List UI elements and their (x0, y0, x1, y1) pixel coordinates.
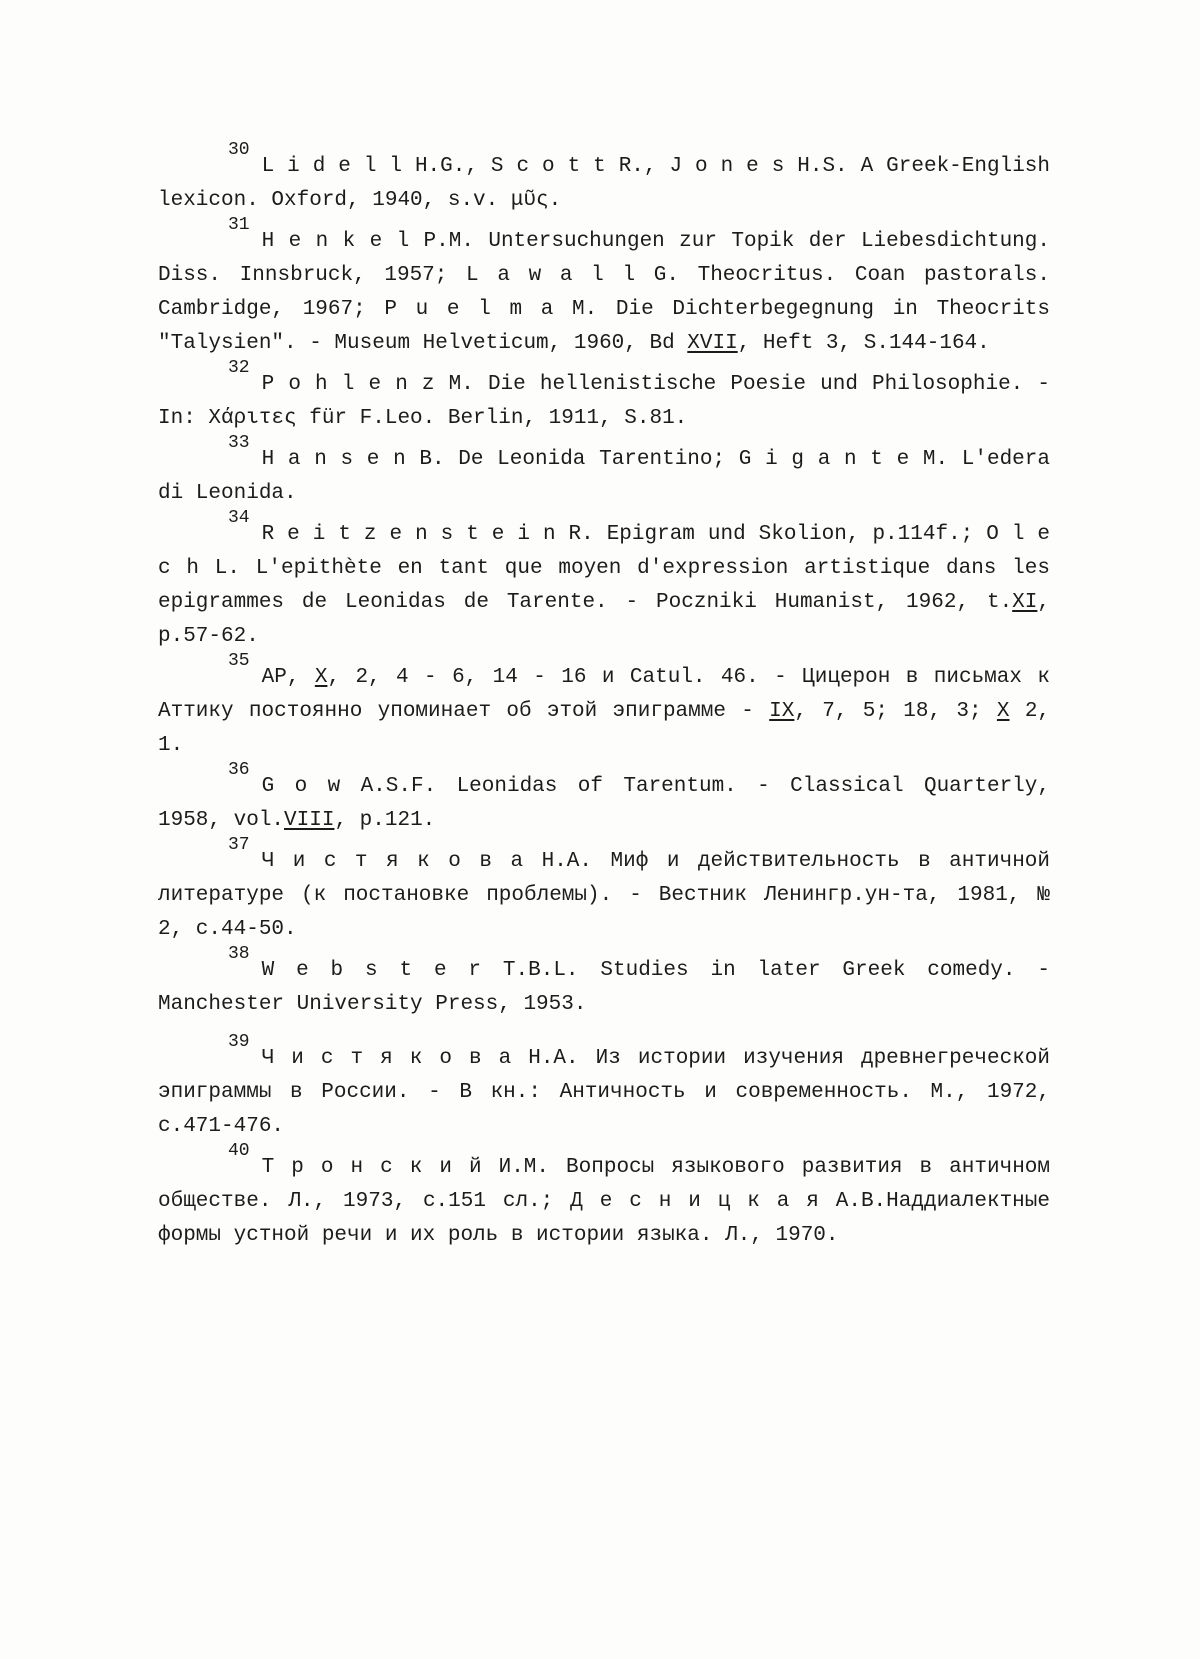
footnote-text: H e n k e l P.M. Untersuchungen zur Topik der Liebesdichtung. Diss. Innsbruck, 1957; L a w a l l G. Theocritus. Coan pastorals. Cambridge, 1967; P u e l m a M. Die Dichterbegegnung in Theocrits "Talysien". - Museum Helveticum, 1960, Bd (158, 230, 1050, 355)
footnote-text: , 7, 5; 18, 3; (794, 700, 997, 723)
footnote-text: , p.121. (334, 809, 436, 832)
footnote: $^{31}$H e n k e l P.M. Untersuchungen zur Topik der Liebesdichtung. Diss. Innsbruck, 1957; L a w a l l G. Theocritus. Coan pastorals. Cambridge, 1967; P u e l m a M. Die Dichterbegegnung in Theocrits "Talysien". - Museum Helveticum, 1960, Bd XVII, Heft 3, S.144-164. (158, 215, 1050, 355)
footnote-text: G o w A.S.F. Leonidas of Tarentum. - Classical Quarterly, 1958, vol. (158, 775, 1050, 832)
footnote-list (158, 140, 1051, 1260)
footnote-text: W e b s t e r T.B.L. Studies in later Greek comedy. - Manchester University Press, 1953. (158, 959, 1050, 1016)
footnote: $^{38}$W e b s t e r T.B.L. Studies in later Greek comedy. - Manchester University Press, 1953. (158, 944, 1050, 1016)
underlined-text: VIII (284, 809, 335, 832)
footnote-text: L i d e l l H.G., S c o t t R., J o n e s H.S. A Greek-English lexicon. Oxford, 1940, s.v. μῦς. (158, 155, 1050, 212)
footnote-text: , p.57-62. (158, 591, 1050, 648)
footnote: $^{32}$P o h l e n z M. Die hellenistische Poesie und Philosophie. - In: Χάριτες für F.Leo. Berlin, 1911, S.81. (158, 358, 1050, 430)
footnote: $^{39}$Ч и с т я к о в а Н.А. Из истории изучения древнегреческой эпиграммы в России. - В кн.: Античность и современность. М., 1972, с.471-476. (158, 1032, 1050, 1138)
footnote-text: , 2, 4 - 6, 14 - 16 и Catul. 46. - Цицерон в письмах к Аттику постоянно упоминает об этой эпиграмме - (158, 666, 1050, 723)
underlined-text: XI (1012, 591, 1038, 614)
underlined-text: XVII (687, 332, 738, 355)
footnote-text: , Heft 3, S.144-164. (737, 332, 990, 355)
underlined-text: X (314, 666, 328, 689)
footnote-text: AP, (261, 666, 315, 689)
footnote-text: R e i t z e n s t e i n R. Epigram und Skolion, p.114f.; O l e c h L. L'epithète en tant que moyen d'expression artistique dans les epigrammes de Leonidas de Tarente. - Poczniki Humanist, 1962, t. (158, 523, 1050, 614)
footnote: $^{36}$G o w A.S.F. Leonidas of Tarentum. - Classical Quarterly, 1958, vol.VIII, p.121. (158, 760, 1050, 832)
footnote-text: Ч и с т я к о в а Н.А. Миф и действительность в античной литературе (к постановке проблемы). - Вестник Ленингр.ун-та, 1981, № 2, с.44-50. (158, 850, 1050, 941)
footnote: $^{35}$AP, X, 2, 4 - 6, 14 - 16 и Catul. 46. - Цицерон в письмах к Аттику постоянно упоминает об этой эпиграмме - IX, 7, 5; 18, 3; X 2, 1. (158, 651, 1051, 757)
footnote: $^{40}$Т р о н с к и й И.М. Вопросы языкового развития в античном обществе. Л., 1973, с.151 сл.; Д е с н и ц к а я А.В.Наддиалектные формы устной речи и их роль в истории языка. Л., 1970. (158, 1141, 1050, 1247)
footnote-text: Ч и с т я к о в а Н.А. Из истории изучения древнегреческой эпиграммы в России. - В кн.: Античность и современность. М., 1972, с.471-476. (158, 1047, 1050, 1138)
footnote-text: 2, 1. (158, 700, 1051, 757)
footnote-text: P o h l e n z M. Die hellenistische Poesie und Philosophie. - In: Χάριτες für F.Leo. Berlin, 1911, S.81. (158, 373, 1050, 430)
footnote: $^{33}$H a n s e n B. De Leonida Tarentino; G i g a n t e M. L'edera di Leonida. (158, 433, 1050, 505)
underlined-text: X (996, 700, 1010, 723)
footnote: $^{37}$Ч и с т я к о в а Н.А. Миф и действительность в античной литературе (к постановке проблемы). - Вестник Ленингр.ун-та, 1981, № 2, с.44-50. (158, 835, 1050, 941)
footnote-text: Т р о н с к и й И.М. Вопросы языкового развития в античном обществе. Л., 1973, с.151 сл.; Д е с н и ц к а я А.В.Наддиалектные формы устной речи и их роль в истории языка. Л., 1970. (158, 1156, 1050, 1247)
underlined-text: IX (769, 700, 795, 723)
footnote: $^{34}$R e i t z e n s t e i n R. Epigram und Skolion, p.114f.; O l e c h L. L'epithète en tant que moyen d'expression artistique dans les epigrammes de Leonidas de Tarente. - Poczniki Humanist, 1962, t.XI, p.57-62. (158, 508, 1050, 648)
footnote-text: H a n s e n B. De Leonida Tarentino; G i g a n t e M. L'edera di Leonida. (158, 448, 1050, 505)
footnote: $^{30}$L i d e l l H.G., S c o t t R., J o n e s H.S. A Greek-English lexicon. Oxford, 1940, s.v. μῦς. (158, 140, 1050, 212)
